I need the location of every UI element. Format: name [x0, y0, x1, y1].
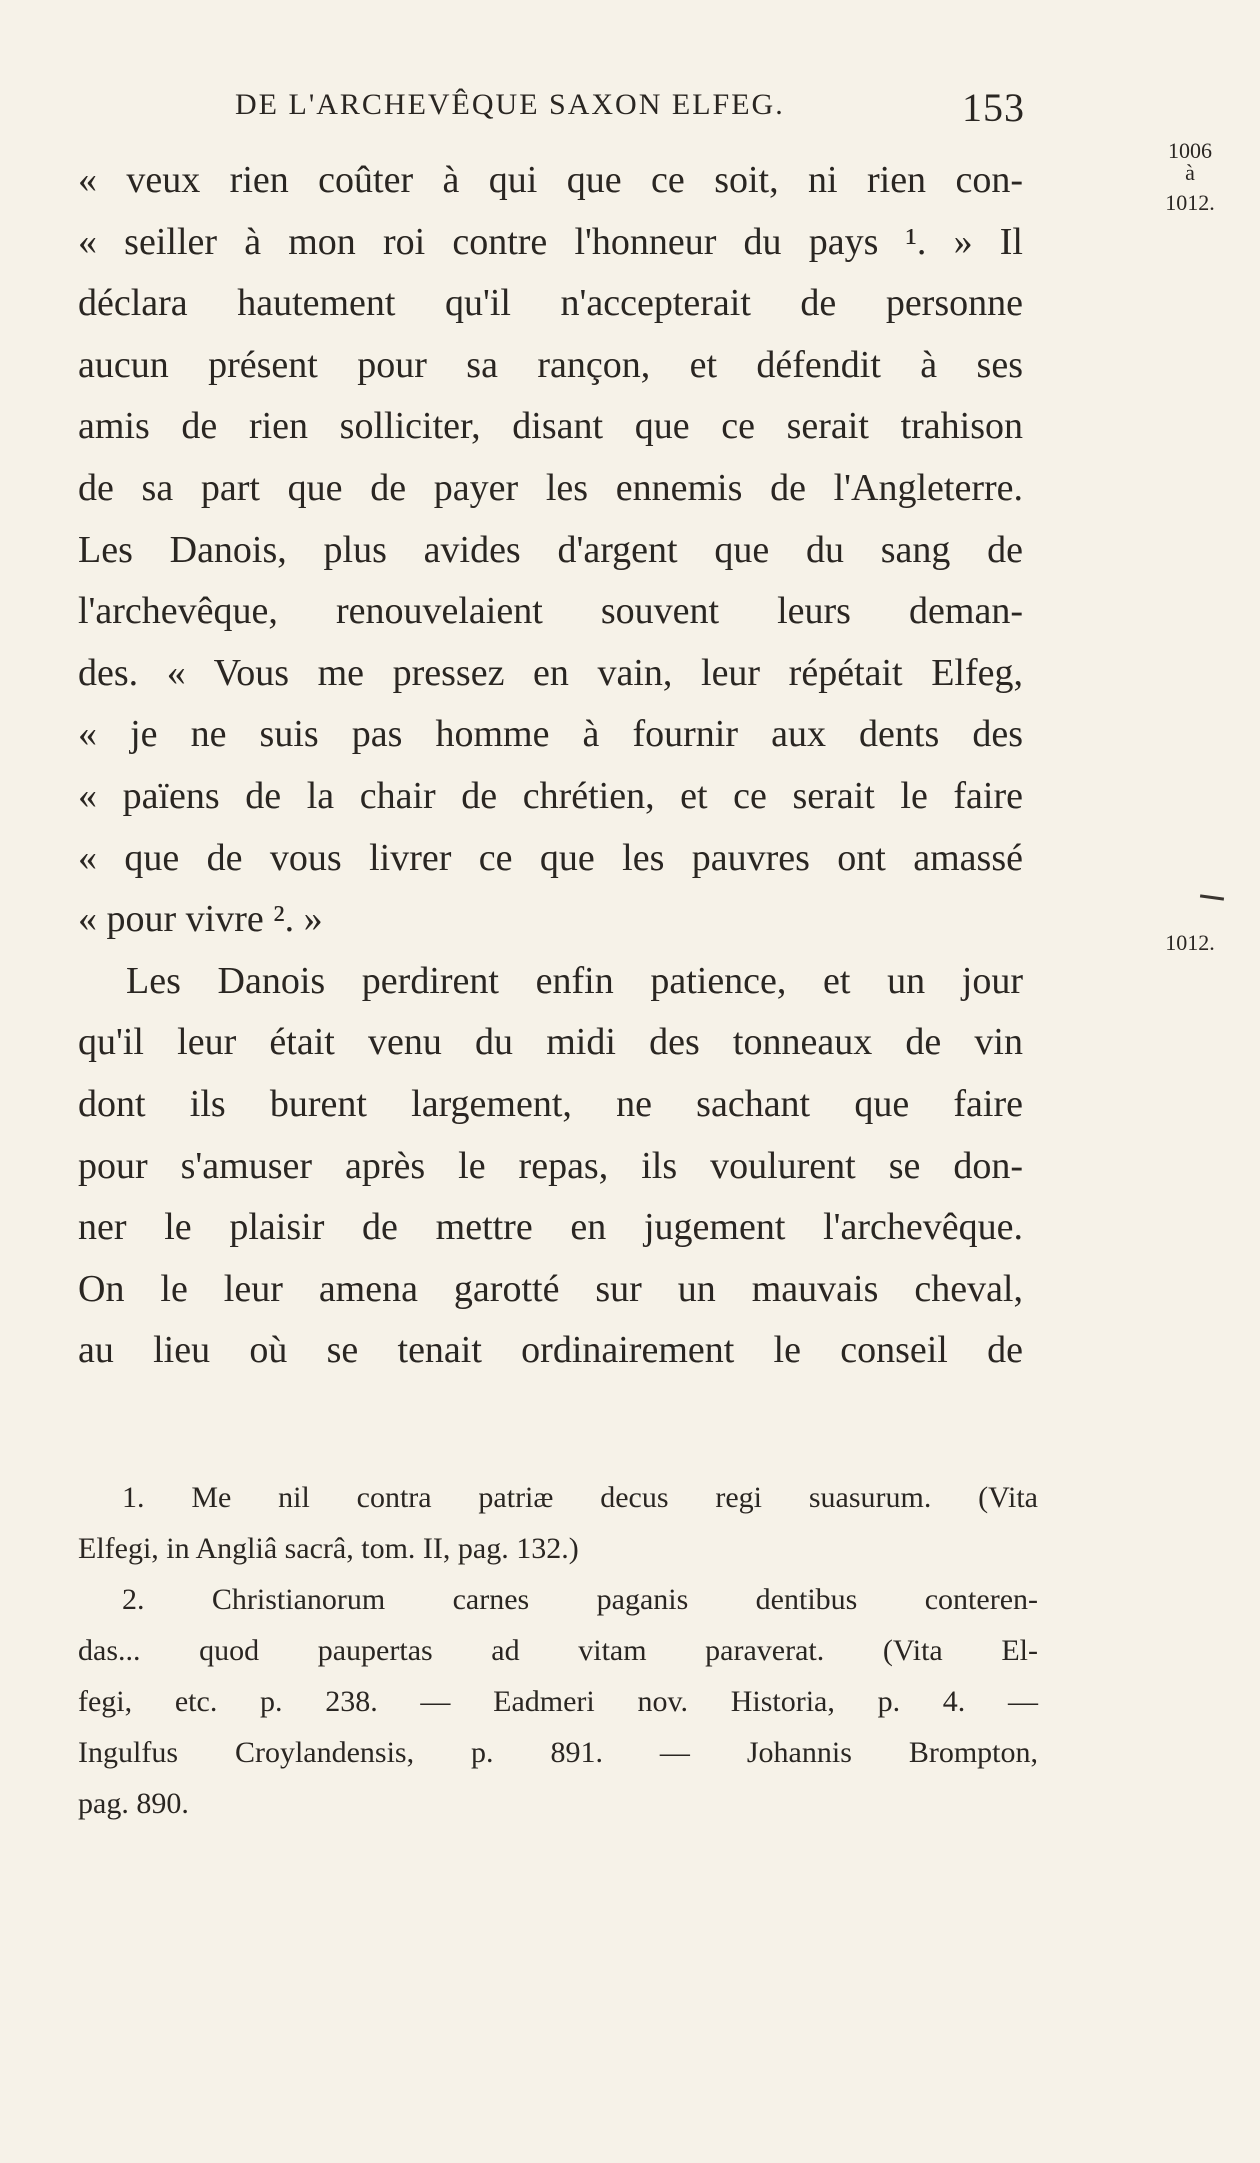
footnote-line: 2. Christianorum carnes paganis dentibus conteren-: [122, 1583, 1038, 1616]
body-line: « seiller à mon roi contre l'honneur du pays ¹. » Il: [78, 220, 1023, 263]
body-line: Les Danois, plus avides d'argent que du sang de: [78, 528, 1023, 571]
footnote-line: fegi, etc. p. 238. — Eadmeri nov. Historia, p. 4. —: [78, 1685, 1038, 1718]
body-line: amis de rien solliciter, disant que ce serait trahison: [78, 405, 1023, 448]
body-line: Les Danois perdirent enfin patience, et un jour: [126, 959, 1023, 1002]
body-line: « pour vivre ². »: [78, 898, 323, 941]
margin-dash-mark: [1200, 894, 1224, 900]
body-line: des. « Vous me pressez en vain, leur répétait Elfeg,: [78, 651, 1023, 694]
body-line: « veux rien coûter à qui que ce soit, ni rien con-: [78, 159, 1023, 201]
body-line: qu'il leur était venu du midi des tonneaux de vin: [78, 1021, 1023, 1064]
body-line: au lieu où se tenait ordinairement le conseil de: [78, 1329, 1023, 1372]
margin-date-start: 1006: [1168, 138, 1212, 163]
body-line: « je ne suis pas homme à fournir aux dents des: [78, 713, 1023, 756]
footnote-line: 1. Me nil contra patriæ decus regi suasurum. (Vita: [122, 1481, 1038, 1514]
body-line: ner le plaisir de mettre en jugement l'archevêque.: [78, 1206, 1023, 1249]
body-line: pour s'amuser après le repas, ils voulurent se don-: [78, 1144, 1023, 1187]
footnote-line: Elfegi, in Angliâ sacrâ, tom. II, pag. 132.): [78, 1532, 579, 1565]
body-line: dont ils burent largement, ne sachant que faire: [78, 1082, 1023, 1125]
body-line: On le leur amena garotté sur un mauvais cheval,: [78, 1267, 1023, 1310]
margin-date-sep: à: [1185, 160, 1195, 185]
footnote-line: Ingulfus Croylandensis, p. 891. — Johannis Brompton,: [78, 1736, 1038, 1769]
body-line: « païens de la chair de chrétien, et ce serait le faire: [78, 774, 1023, 817]
body-line: déclara hautement qu'il n'accepterait de personne: [78, 282, 1023, 325]
margin-date-end: 1012.: [1165, 190, 1215, 215]
margin-date-single: 1012.: [1165, 930, 1215, 955]
body-text: [78, 150, 1023, 1382]
footnotes: [78, 1472, 1038, 1829]
body-line: aucun présent pour sa rançon, et défendit à ses: [78, 343, 1023, 386]
body-line: « que de vous livrer ce que les pauvres ont amassé: [78, 836, 1023, 879]
body-line: de sa part que de payer les ennemis de l'Angleterre.: [78, 466, 1023, 509]
footnote-line: pag. 890.: [78, 1787, 189, 1820]
running-head-title: DE L'ARCHEVÊQUE SAXON ELFEG.: [235, 88, 785, 121]
margin-date-range: [1150, 140, 1230, 214]
footnote-line: das... quod paupertas ad vitam paraverat. (Vita El-: [78, 1634, 1038, 1667]
body-line: l'archevêque, renouvelaient souvent leurs deman-: [78, 590, 1023, 633]
page-number: 153: [962, 85, 1025, 130]
